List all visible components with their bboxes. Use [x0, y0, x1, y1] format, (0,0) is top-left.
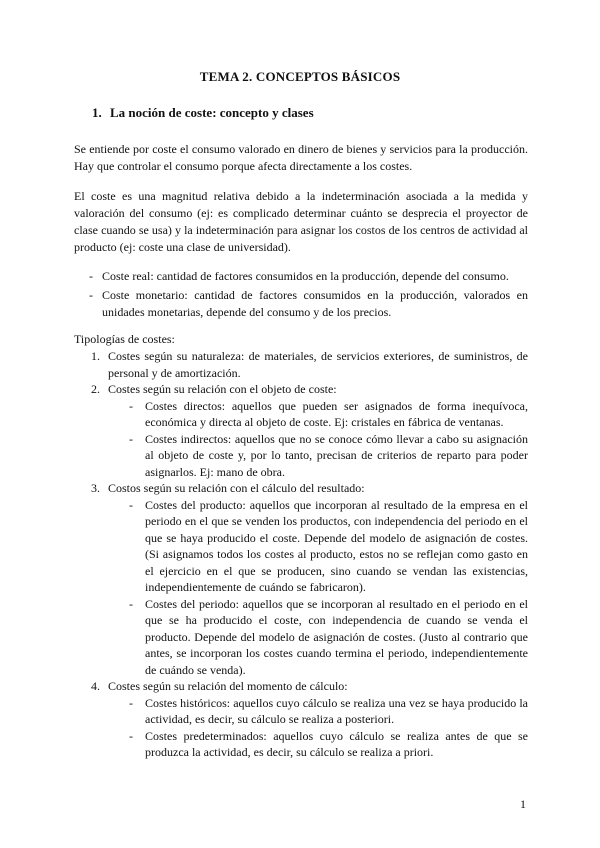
dash-bullet: - — [129, 695, 133, 710]
section-number: 1. — [92, 105, 102, 120]
typologies-label: Tipologías de costes: — [74, 332, 175, 346]
sub-item — [74, 431, 528, 481]
dash-bullet: - — [89, 269, 93, 283]
sub-item — [74, 596, 528, 679]
dash-bullet: - — [89, 288, 93, 302]
sub-item-text: Costes indirectos: aquellos que no se conoce cómo llevar a cabo su asignación al objeto de coste y, por lo tanto, precisan de criterios de reparto para poder asignarlos. Ej: mano de obra. — [145, 431, 528, 479]
typologies-list — [74, 348, 528, 761]
list-item — [74, 287, 528, 321]
section-title: La noción de coste: concepto y clases — [110, 105, 314, 120]
numbered-item — [74, 348, 528, 381]
item-number: 3. — [91, 481, 100, 495]
numbered-item — [74, 381, 528, 398]
dash-bullet: - — [129, 431, 133, 446]
sub-item-text: Costes directos: aquellos que pueden ser asignados de forma inequívoca, económica y directa al objeto de coste. Ej: cristales en fábrica de ventanas. — [145, 398, 528, 429]
dash-bullet: - — [129, 728, 133, 743]
item-text: Costes según su naturaleza: de materiales, de servicios exteriores, de suministros, de personal y de amortización. — [108, 349, 528, 380]
sub-item-text: Costes del producto: aquellos que incorporan al resultado de la empresa en el periodo en el que se venden los productos, con independencia del periodo en el que se haya producido el coste. Depende del modelo de asignación de costes. (Si asignamos todos los costes al producto, estos no se reflejan como gasto en el ejercicio en el que se producen, sino cuando se vendan las existencias, independientemente de cuándo se fabricaron). — [145, 497, 528, 594]
cost-types-list — [74, 268, 528, 323]
sub-item — [74, 398, 528, 431]
document-title: TEMA 2. CONCEPTOS BÁSICOS — [199, 69, 401, 84]
list-item-text: Coste monetario: cantidad de factores consumidos en la producción, valorados en unidades monetarias, depende del consumo y de los precios. — [102, 288, 528, 319]
list-item — [74, 268, 528, 285]
numbered-item — [74, 678, 528, 695]
page-number: 1 — [520, 797, 526, 811]
item-number: 2. — [91, 382, 100, 396]
numbered-item — [74, 480, 528, 497]
dash-bullet: - — [129, 398, 133, 413]
sub-item-text: Costes predeterminados: aquellos cuyo cálculo se realiza antes de que se produzca la actividad, es decir, su cálculo se realiza a priori. — [145, 728, 528, 759]
sub-item-text: Costes históricos: aquellos cuyo cálculo se realiza una vez se haya producido la actividad, es decir, su cálculo se realiza a posteriori. — [145, 695, 528, 726]
paragraph-relative-magnitude: El coste es una magnitud relativa debido a la indeterminación asociada a la medida y valoración del consumo (ej: es complicado determinar cuánto se desprecia el proyector de clase cuando se usa) y la indeterminación para asignar los costos de los centros de actividad al producto (ej: coste una clase de universidad). — [74, 189, 528, 254]
dash-bullet: - — [129, 596, 133, 611]
item-number: 4. — [91, 679, 100, 693]
list-item-text: Coste real: cantidad de factores consumidos en la producción, depende del consumo. — [102, 269, 509, 283]
item-text: Costes según su relación con el objeto de coste: — [108, 382, 337, 396]
item-text: Costos según su relación con el cálculo del resultado: — [108, 481, 365, 495]
sub-item — [74, 728, 528, 761]
dash-bullet: - — [129, 497, 133, 512]
paragraph-definition: Se entiende por coste el consumo valorado en dinero de bienes y servicios para la producción. Hay que controlar el consumo porque afecta directamente a los costes. — [74, 142, 528, 173]
sub-item — [74, 497, 528, 596]
item-number: 1. — [91, 349, 100, 363]
sub-item — [74, 695, 528, 728]
sub-item-text: Costes del periodo: aquellos que se incorporan al resultado en el periodo en el que se ha producido el coste, con independencia de cuando se venda el producto. Depende del modelo de asignación de costes. (Justo al contrario que antes, se incorporan los costes cuando termina el periodo, independientemente de cuándo se venda). — [145, 596, 528, 677]
item-text: Costes según su relación del momento de cálculo: — [108, 679, 348, 693]
